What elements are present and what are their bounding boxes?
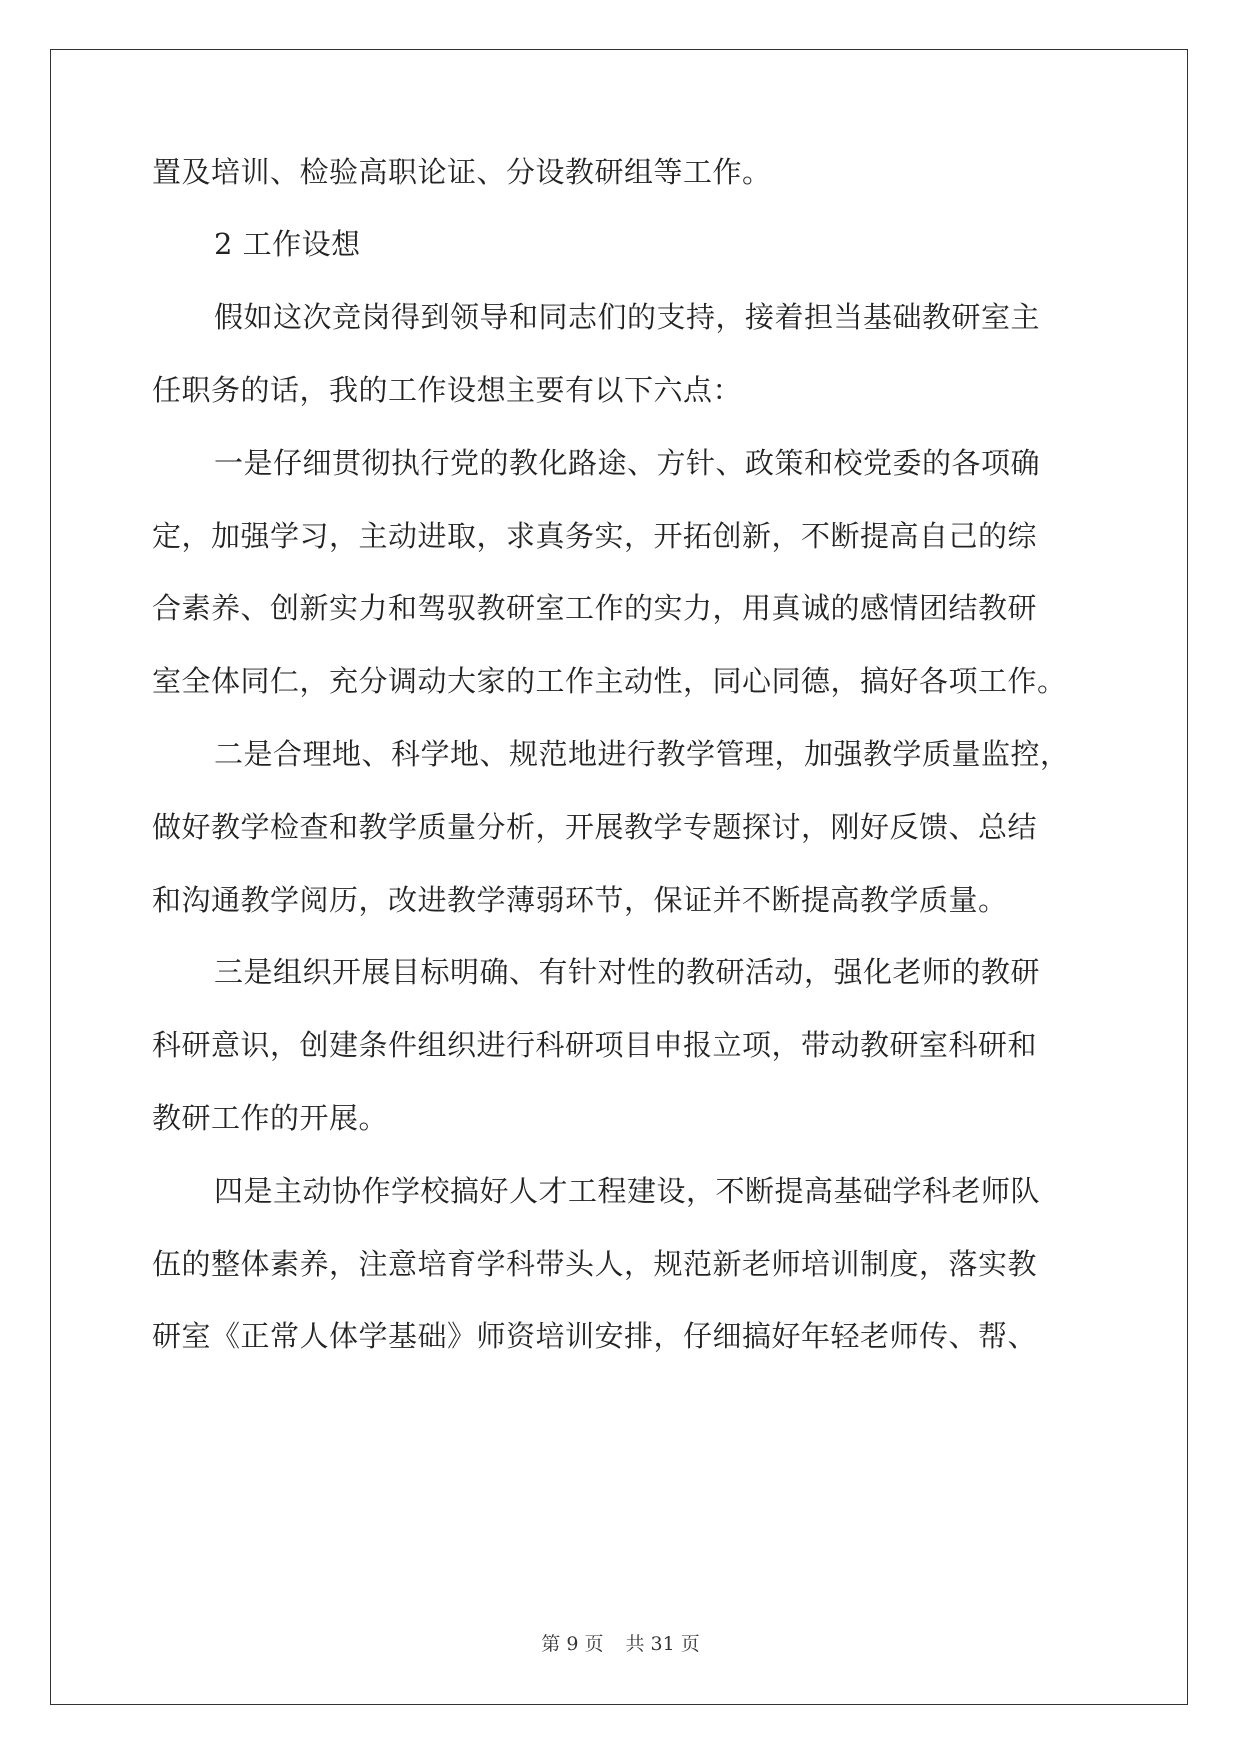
page-footer (0, 1632, 1241, 1656)
paragraph-line: 假如这次竞岗得到领导和同志们的支持，接着担当基础教研室主 (214, 300, 1041, 334)
paragraph-line: 伍的整体素养，注意培育学科带头人，规范新老师培训制度，落实教 (152, 1247, 1038, 1281)
paragraph-line: 二是合理地、科学地、规范地进行教学管理，加强教学质量监控， (214, 737, 1070, 771)
paragraph-line: 研室《正常人体学基础》师资培训安排，仔细搞好年轻老师传、帮、 (152, 1319, 1038, 1353)
paragraph-line: 一是仔细贯彻执行党的教化路途、方针、政策和校党委的各项确 (214, 446, 1041, 480)
paragraph-line: 室全体同仁，充分调动大家的工作主动性，同心同德，搞好各项工作。 (152, 664, 1067, 698)
paragraph-line: 三是组织开展目标明确、有针对性的教研活动，强化老师的教研 (214, 955, 1041, 989)
paragraph-line: 定，加强学习，主动进取，求真务实，开拓创新，不断提高自己的综 (152, 519, 1038, 553)
paragraph-line: 科研意识，创建条件组织进行科研项目申报立项，带动教研室科研和 (152, 1028, 1038, 1062)
section-heading: 2 工作设想 (214, 227, 361, 261)
paragraph-line: 四是主动协作学校搞好人才工程建设，不断提高基础学科老师队 (214, 1174, 1041, 1208)
paragraph-line: 做好教学检查和教学质量分析，开展教学专题探讨，刚好反馈、总结 (152, 810, 1038, 844)
page-total: 共 31 页 (625, 1633, 700, 1655)
paragraph-line: 和沟通教学阅历，改进教学薄弱环节，保证并不断提高教学质量。 (152, 883, 1008, 917)
paragraph-line: 合素养、创新实力和驾驭教研室工作的实力，用真诚的感情团结教研 (152, 591, 1038, 625)
body-line: 置及培训、检验高职论证、分设教研组等工作。 (152, 155, 772, 189)
paragraph-line: 任职务的话，我的工作设想主要有以下六点： (152, 373, 743, 407)
paragraph-line: 教研工作的开展。 (152, 1101, 389, 1135)
page-number: 第 9 页 (541, 1633, 604, 1655)
